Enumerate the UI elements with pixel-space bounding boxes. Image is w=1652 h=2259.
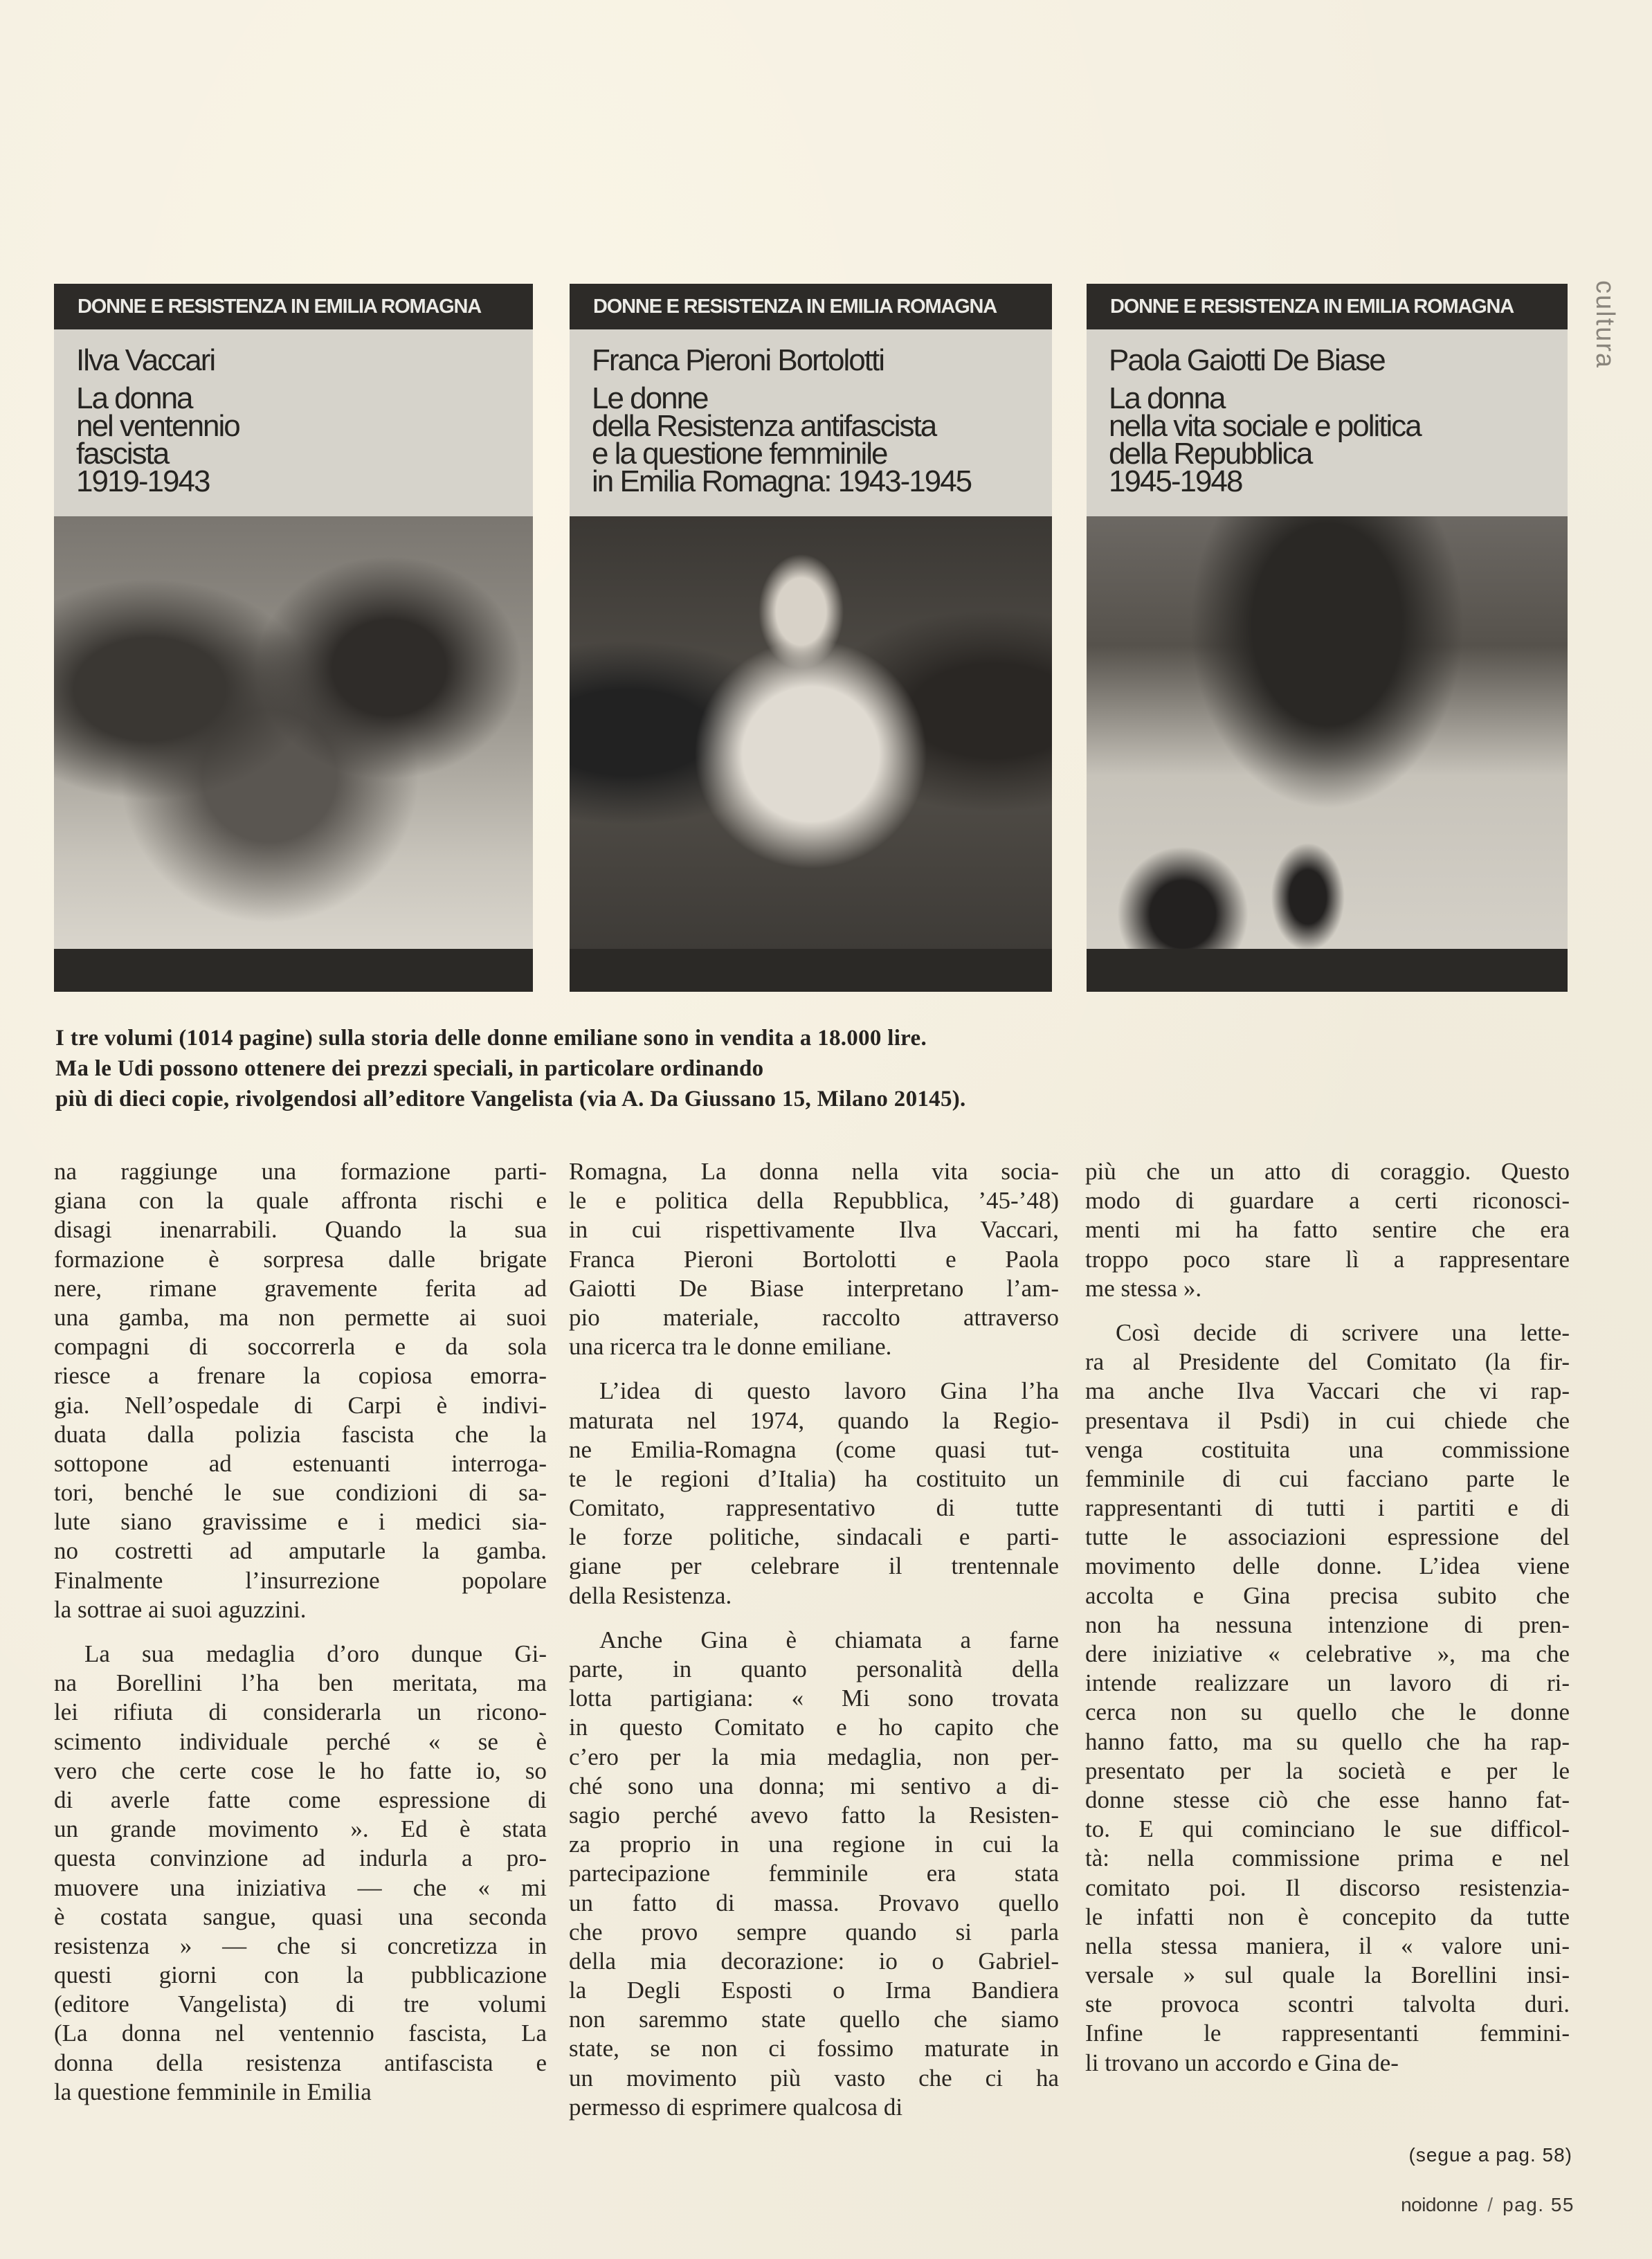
text-line: lei rifiuta di considerarla un ricono- <box>54 1698 547 1726</box>
cover-title-line: in Emilia Romagna: 1943-1945 <box>592 464 972 498</box>
caption-line: più di dieci copie, rivolgendosi all’editore Vangelista (via A. Da Giussano 15, Milano 20145). <box>55 1087 966 1112</box>
cover-text-panel <box>54 329 533 516</box>
text-line: menti mi ha fatto sentire che era <box>1085 1216 1570 1244</box>
cover-text-panel <box>1087 329 1568 516</box>
text-line: giana con la quale affronta rischi e <box>54 1187 547 1215</box>
text-line: un grande movimento ». Ed è stata <box>54 1815 547 1843</box>
text-line: le forze politiche, sindacali e parti- <box>569 1523 1059 1551</box>
text-line: un movimento più vasto che ci ha <box>569 2064 1059 2092</box>
text-line: lotta partigiana: « Mi sono trovata <box>569 1685 1059 1712</box>
text-line: versale » sul quale la Borellini insi- <box>1085 1961 1570 1989</box>
image-caption <box>55 1023 1370 1114</box>
cover-title <box>76 381 533 498</box>
caption-line: I tre volumi (1014 pagine) sulla storia delle donne emiliane sono in vendita a 18.000 lire. <box>55 1026 927 1051</box>
cover-title-line: La donna <box>76 381 192 415</box>
text-line: della Resistenza. <box>569 1581 732 1609</box>
text-line: questi giorni con la pubblicazione <box>54 1961 547 1989</box>
text-line: me stessa ». <box>1085 1274 1202 1302</box>
text-line: c’ero per la mia medaglia, non per- <box>569 1743 1059 1770</box>
text-line: cerca non su quello che le donne <box>1085 1698 1570 1726</box>
text-line: in cui rispettivamente Ilva Vaccari, <box>569 1216 1059 1244</box>
text-line: Finalmente l’insurrezione popolare <box>54 1566 547 1594</box>
text-line: movimento delle donne. L’idea viene <box>1085 1552 1570 1580</box>
cover-text-panel <box>570 329 1052 516</box>
text-line: compagni di soccorrerla e da sola <box>54 1333 547 1361</box>
text-line: partecipazione femminile era stata <box>569 1860 1059 1887</box>
text-line: non saremmo state quello che siamo <box>569 2006 1059 2033</box>
text-line: intende realizzare un lavoro di ri- <box>1085 1669 1570 1697</box>
text-line: non ha nessuna intenzione di pren- <box>1085 1611 1570 1638</box>
cover-title-line: nella vita sociale e politica <box>1109 409 1421 443</box>
text-line: sottopone ad estenuanti interroga- <box>54 1449 547 1477</box>
footer-separator: / <box>1487 2194 1494 2215</box>
text-line: troppo poco stare lì a rappresentare <box>1085 1245 1570 1273</box>
paragraph <box>569 1626 1059 2122</box>
text-line: ché sono una donna; mi sentivo a di- <box>569 1772 1059 1799</box>
cover-title-line: 1919-1943 <box>76 464 210 498</box>
cover-title-line: della Repubblica <box>1109 437 1312 471</box>
text-line: tutte le associazioni espressione del <box>1085 1523 1570 1551</box>
text-line: nella stessa maniera, il « valore uni- <box>1085 1932 1570 1959</box>
text-line: muovere una iniziativa — che « mi <box>54 1874 547 1901</box>
text-line: L’idea di questo lavoro Gina l’ha <box>599 1377 1059 1405</box>
paragraph <box>1085 1318 1570 2078</box>
text-line: sagio perché avevo fatto la Resisten- <box>569 1801 1059 1829</box>
text-line: li trovano un accordo e Gina de- <box>1085 2049 1399 2076</box>
text-line: di averle fatte come espressione di <box>54 1786 547 1813</box>
text-line: scimento individuale perché « se è <box>54 1727 547 1755</box>
text-line: presentato per la società e per le <box>1085 1757 1570 1784</box>
text-line: donna della resistenza antifascista e <box>54 2049 547 2076</box>
text-line: na Borellini l’ha ben meritata, ma <box>54 1669 547 1697</box>
text-line: un fatto di massa. Provavo quello <box>569 1889 1059 1916</box>
cover-author: Ilva Vaccari <box>76 343 215 377</box>
book-cover-vaccari <box>54 284 533 992</box>
body-column-1 <box>54 1157 547 2107</box>
text-line: Anche Gina è chiamata a farne <box>599 1626 1059 1653</box>
text-line: ste provoca scontri talvolta duri. <box>1085 1990 1570 2018</box>
text-line: tà: nella commissione prima e nel <box>1085 1844 1570 1872</box>
text-line: la questione femminile in Emilia <box>54 2078 372 2105</box>
paragraph-gap <box>54 1624 547 1640</box>
text-line: (editore Vangelista) di tre volumi <box>54 1990 547 2018</box>
paragraph-gap <box>1085 1303 1570 1318</box>
text-line: dere iniziative « celebrative », ma che <box>1085 1640 1570 1667</box>
text-line: formazione è sorpresa dalle brigate <box>54 1245 547 1273</box>
text-line: Gaiotti De Biase interpretano l’am- <box>569 1274 1059 1302</box>
text-line: donne stesse ciò che esse hanno fat- <box>1085 1786 1570 1813</box>
paragraph <box>54 1640 547 2107</box>
paragraph <box>569 1377 1059 1611</box>
paragraph <box>569 1157 1059 1361</box>
text-line: comitato poi. Il discorso resistenzia- <box>1085 1874 1570 1901</box>
text-line: na raggiunge una formazione parti- <box>54 1158 547 1185</box>
text-line: disagi inenarrabili. Quando la sua <box>54 1216 547 1244</box>
cover-title-line: Le donne <box>592 381 708 415</box>
series-banner: DONNE E RESISTENZA IN EMILIA ROMAGNA <box>1087 284 1568 329</box>
text-line: gia. Nell’ospedale di Carpi è indivi- <box>54 1391 547 1419</box>
text-line: femminile di cui facciano parte le <box>1085 1464 1570 1492</box>
cover-bottom-band <box>570 949 1052 992</box>
text-line: Comitato, rappresentativo di tutte <box>569 1494 1059 1522</box>
caption-line: Ma le Udi possono ottenere dei prezzi speciali, in particolare ordinando <box>55 1056 764 1081</box>
cover-title-line: fascista <box>76 437 169 471</box>
cover-author: Paola Gaiotti De Biase <box>1109 343 1385 377</box>
text-line: una gamba, ma non permette ai suoi <box>54 1303 547 1331</box>
text-line: lute siano gravissime e i medici sia- <box>54 1508 547 1536</box>
cover-author: Franca Pieroni Bortolotti <box>592 343 884 377</box>
text-line: state, se non ci fossimo maturate in <box>569 2035 1059 2062</box>
cover-photo <box>54 516 533 949</box>
cover-title-line: e la questione femminile <box>592 437 887 471</box>
text-line: parte, in quanto personalità della <box>569 1655 1059 1682</box>
text-line: le e politica della Repubblica, ’45-’48) <box>569 1187 1059 1215</box>
text-line: modo di guardare a certi riconosci- <box>1085 1187 1570 1215</box>
text-line: hanno fatto, ma su quello che ha rap- <box>1085 1727 1570 1755</box>
text-line: venga costituita una commissione <box>1085 1435 1570 1463</box>
text-line: pio materiale, raccolto attraverso <box>569 1303 1059 1331</box>
text-line: rappresentanti di tutti i partiti e di <box>1085 1494 1570 1522</box>
book-cover-pieroni-bortolotti <box>570 284 1052 992</box>
cover-photo <box>570 516 1052 949</box>
text-line: le infatti non è concepito da tutte <box>1085 1903 1570 1930</box>
text-line: è costata sangue, quasi una seconda <box>54 1903 547 1930</box>
text-line: la sottrae ai suoi aguzzini. <box>54 1595 307 1623</box>
text-line: accolta e Gina precisa subito che <box>1085 1581 1570 1609</box>
text-line: no costretti ad amputarle la gamba. <box>54 1537 547 1565</box>
paragraph-gap <box>569 1361 1059 1377</box>
paragraph <box>1085 1157 1570 1303</box>
cover-title-line: 1945-1948 <box>1109 464 1242 498</box>
text-line: vero che certe cose le ho fatte io, so <box>54 1757 547 1784</box>
text-line: una ricerca tra le donne emiliane. <box>569 1333 892 1361</box>
text-line: te le regioni d’Italia) ha costituito un <box>569 1464 1059 1492</box>
text-line: (La donna nel ventennio fascista, La <box>54 2020 547 2047</box>
page-number: pag. 55 <box>1503 2194 1574 2215</box>
cover-photo <box>1087 516 1568 949</box>
text-line: della mia decorazione: io o Gabriel- <box>569 1947 1059 1975</box>
text-line: Infine le rappresentanti femmini- <box>1085 2020 1570 2047</box>
body-column-3 <box>1085 1157 1570 2078</box>
text-line: resistenza » — che si concretizza in <box>54 1932 547 1959</box>
text-line: ma anche Ilva Vaccari che vi rap- <box>1085 1377 1570 1405</box>
series-banner: DONNE E RESISTENZA IN EMILIA ROMAGNA <box>570 284 1052 329</box>
text-line: ne Emilia-Romagna (come quasi tut- <box>569 1435 1059 1463</box>
cover-title-line: nel ventennio <box>76 409 239 443</box>
text-line: in questo Comitato e ho capito che <box>569 1714 1059 1741</box>
text-line: to. E qui cominciano le sue difficol- <box>1085 1815 1570 1843</box>
book-cover-gaiotti-de-biase <box>1087 284 1568 992</box>
text-line: Romagna, La donna nella vita socia- <box>569 1158 1059 1185</box>
text-line: za proprio in una regione in cui la <box>569 1831 1059 1858</box>
text-line: tori, benché le sue condizioni di sa- <box>54 1479 547 1507</box>
text-line: riesce a frenare la copiosa emorra- <box>54 1362 547 1390</box>
cover-title <box>1109 381 1568 498</box>
text-line: duata dalla polizia fascista che la <box>54 1420 547 1448</box>
text-line: Franca Pieroni Bortolotti e Paola <box>569 1245 1059 1273</box>
cover-title-line: della Resistenza antifascista <box>592 409 936 443</box>
text-line: maturata nel 1974, quando la Regio- <box>569 1406 1059 1434</box>
text-line: presentava il Psdi) in cui chiede che <box>1085 1406 1570 1434</box>
text-line: nere, rimane gravemente ferita ad <box>54 1274 547 1302</box>
body-column-2 <box>569 1157 1059 2122</box>
text-line: La sua medaglia d’oro dunque Gi- <box>84 1640 547 1667</box>
text-line: permesso di esprimere qualcosa di <box>569 2093 903 2121</box>
continued-note: (segue a pag. 58) <box>1408 2144 1572 2166</box>
text-line: Così decide di scrivere una lette- <box>1116 1318 1570 1346</box>
text-line: più che un atto di coraggio. Questo <box>1085 1158 1570 1185</box>
section-label: cultura <box>1590 280 1619 370</box>
magazine-name: noidonne <box>1401 2194 1478 2215</box>
cover-title <box>592 381 1052 498</box>
paragraph-gap <box>569 1611 1059 1626</box>
cover-bottom-band <box>54 949 533 992</box>
text-line: che provo sempre quando si parla <box>569 1918 1059 1945</box>
paragraph <box>54 1157 547 1624</box>
text-line: giane per celebrare il trentennale <box>569 1552 1059 1580</box>
text-line: ra al Presidente del Comitato (la fir- <box>1085 1348 1570 1376</box>
series-banner: DONNE E RESISTENZA IN EMILIA ROMAGNA <box>54 284 533 329</box>
cover-bottom-band <box>1087 949 1568 992</box>
cover-title-line: La donna <box>1109 381 1225 415</box>
page-footer <box>1401 2194 1574 2216</box>
text-line: la Degli Esposti o Irma Bandiera <box>569 1977 1059 2004</box>
text-line: questa convinzione ad indurla a pro- <box>54 1844 547 1872</box>
